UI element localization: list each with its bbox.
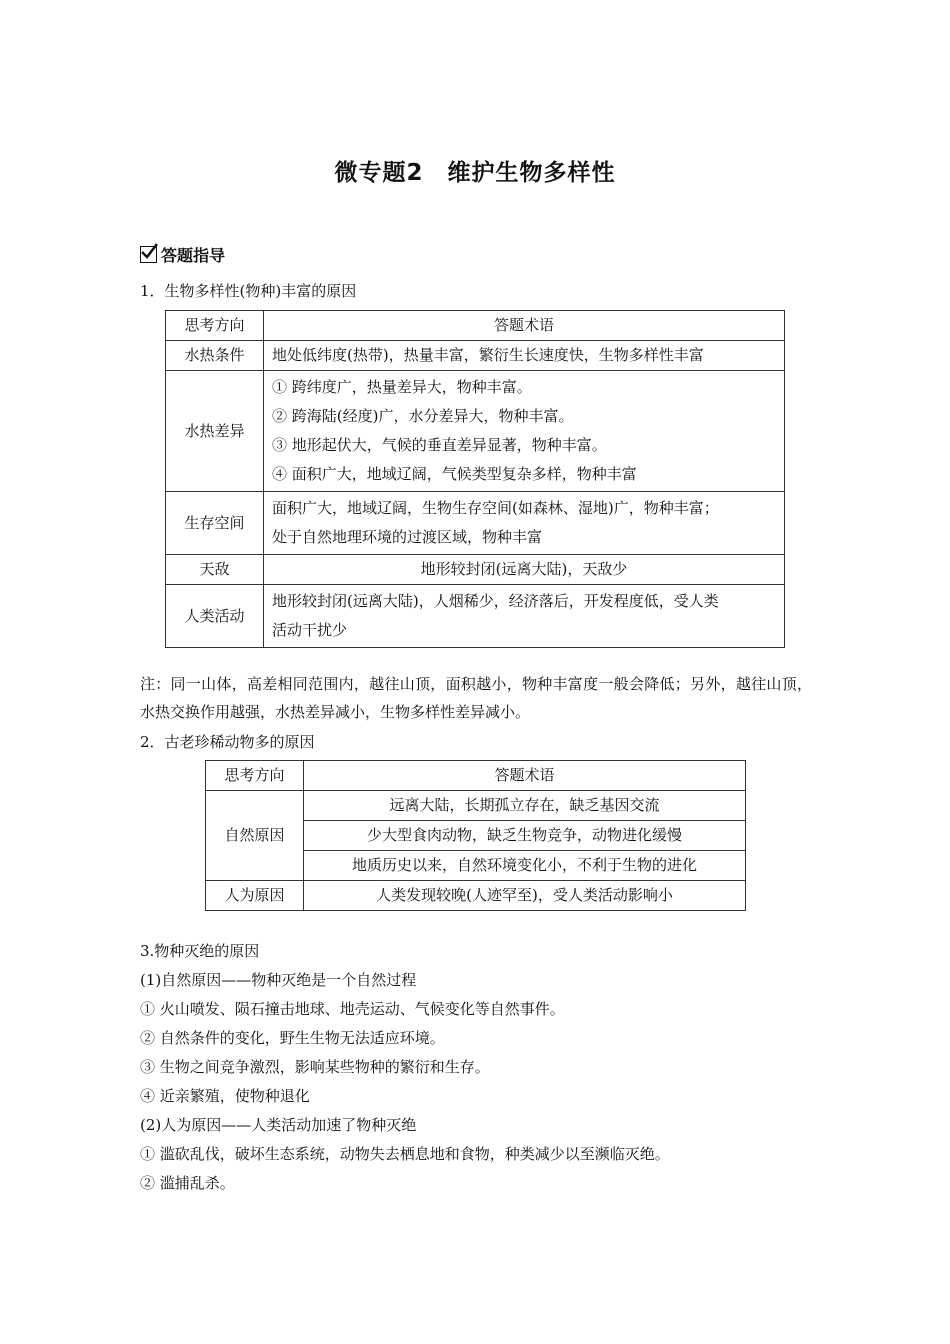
answer-line: 面积广大，地域辽阔，生物生存空间(如森林、湿地)广，物种丰富；: [272, 499, 719, 517]
table-row: [206, 881, 746, 911]
table-row: [166, 341, 785, 371]
ancient-species-table: [205, 760, 746, 911]
answer-line: ② 跨海陆(经度)广，水分差异大，物种丰富。: [272, 407, 574, 425]
item3-heading: 3.物种灭绝的原因: [140, 942, 260, 960]
answer-line: ① 跨纬度广，热量差异大，物种丰富。: [272, 378, 532, 396]
answer-cell: 少大型食肉动物，缺乏生物竞争，动物进化缓慢: [304, 821, 746, 851]
header-cell: 答题术语: [264, 311, 785, 341]
text-line: ② 滥捕乱杀。: [140, 1174, 235, 1192]
text-line: ① 滥砍乱伐，破坏生态系统，动物失去栖息地和食物，种类减少以至濒临灭绝。: [140, 1145, 670, 1163]
table-row: [166, 555, 785, 585]
table-row: [166, 585, 785, 648]
page-title: 微专题2 维护生物多样性: [334, 160, 616, 186]
answer-cell: 人类发现较晚(人迹罕至)，受人类活动影响小: [304, 881, 746, 911]
richness-table: [165, 310, 785, 648]
answer-cell: 地质历史以来，自然环境变化小，不利于生物的进化: [304, 851, 746, 881]
answer-cell: 地处低纬度(热带)，热量丰富，繁衍生长速度快，生物多样性丰富: [264, 341, 785, 371]
table-row: [166, 492, 785, 555]
answer-cell: 远离大陆，长期孤立存在，缺乏基因交流: [304, 791, 746, 821]
answer-line: ③ 地形起伏大，气候的垂直差异显著，物种丰富。: [272, 436, 607, 454]
direction-cell: 天敌: [166, 555, 264, 585]
table-row: [166, 371, 785, 492]
direction-cell: 人类活动: [166, 585, 264, 648]
text-line: (2)人为原因——人类活动加速了物种灭绝: [140, 1116, 417, 1134]
direction-cell: 人为原因: [206, 881, 304, 911]
checkbox-icon: [140, 246, 157, 263]
table-header-row: [166, 311, 785, 341]
header-cell: 思考方向: [166, 311, 264, 341]
answer-line: 活动干扰少: [272, 621, 348, 639]
answer-line: ④ 面积广大，地域辽阔，气候类型复杂多样，物种丰富: [272, 465, 637, 483]
answer-cell: [264, 492, 785, 555]
table-row: [206, 791, 746, 821]
direction-cell: 生存空间: [166, 492, 264, 555]
answer-line: 地形较封闭(远离大陆)，人烟稀少，经济落后，开发程度低，受人类: [272, 592, 719, 610]
answer-cell: [264, 585, 785, 648]
text-line: ① 火山喷发、陨石撞击地球、地壳运动、气候变化等自然事件。: [140, 1000, 565, 1018]
section-heading: [140, 243, 225, 266]
text-line: (1)自然原因——物种灭绝是一个自然过程: [140, 971, 417, 989]
header-cell: 思考方向: [206, 761, 304, 791]
answer-line: 处于自然地理环境的过渡区域，物种丰富: [272, 528, 543, 546]
text-line: ④ 近亲繁殖，使物种退化: [140, 1087, 310, 1105]
table-header-row: [206, 761, 746, 791]
note-paragraph: 注：同一山体，高差相同范围内，越往山顶，面积越小，物种丰富度一般会降低；另外，越往山顶，水热交换作用越强，水热差异减小，生物多样性差异减小。: [140, 675, 812, 721]
item2-heading: 2．古老珍稀动物多的原因: [140, 733, 315, 751]
answer-cell: 地形较封闭(远离大陆)，天敌少: [264, 555, 785, 585]
item1-heading: 1．生物多样性(物种)丰富的原因: [140, 282, 357, 300]
answer-cell: [264, 371, 785, 492]
direction-cell: 自然原因: [206, 791, 304, 881]
section-label: 答题指导: [161, 246, 226, 265]
text-line: ③ 生物之间竞争激烈，影响某些物种的繁衍和生存。: [140, 1058, 490, 1076]
text-line: ② 自然条件的变化，野生生物无法适应环境。: [140, 1029, 445, 1047]
direction-cell: 水热条件: [166, 341, 264, 371]
header-cell: 答题术语: [304, 761, 746, 791]
direction-cell: 水热差异: [166, 371, 264, 492]
